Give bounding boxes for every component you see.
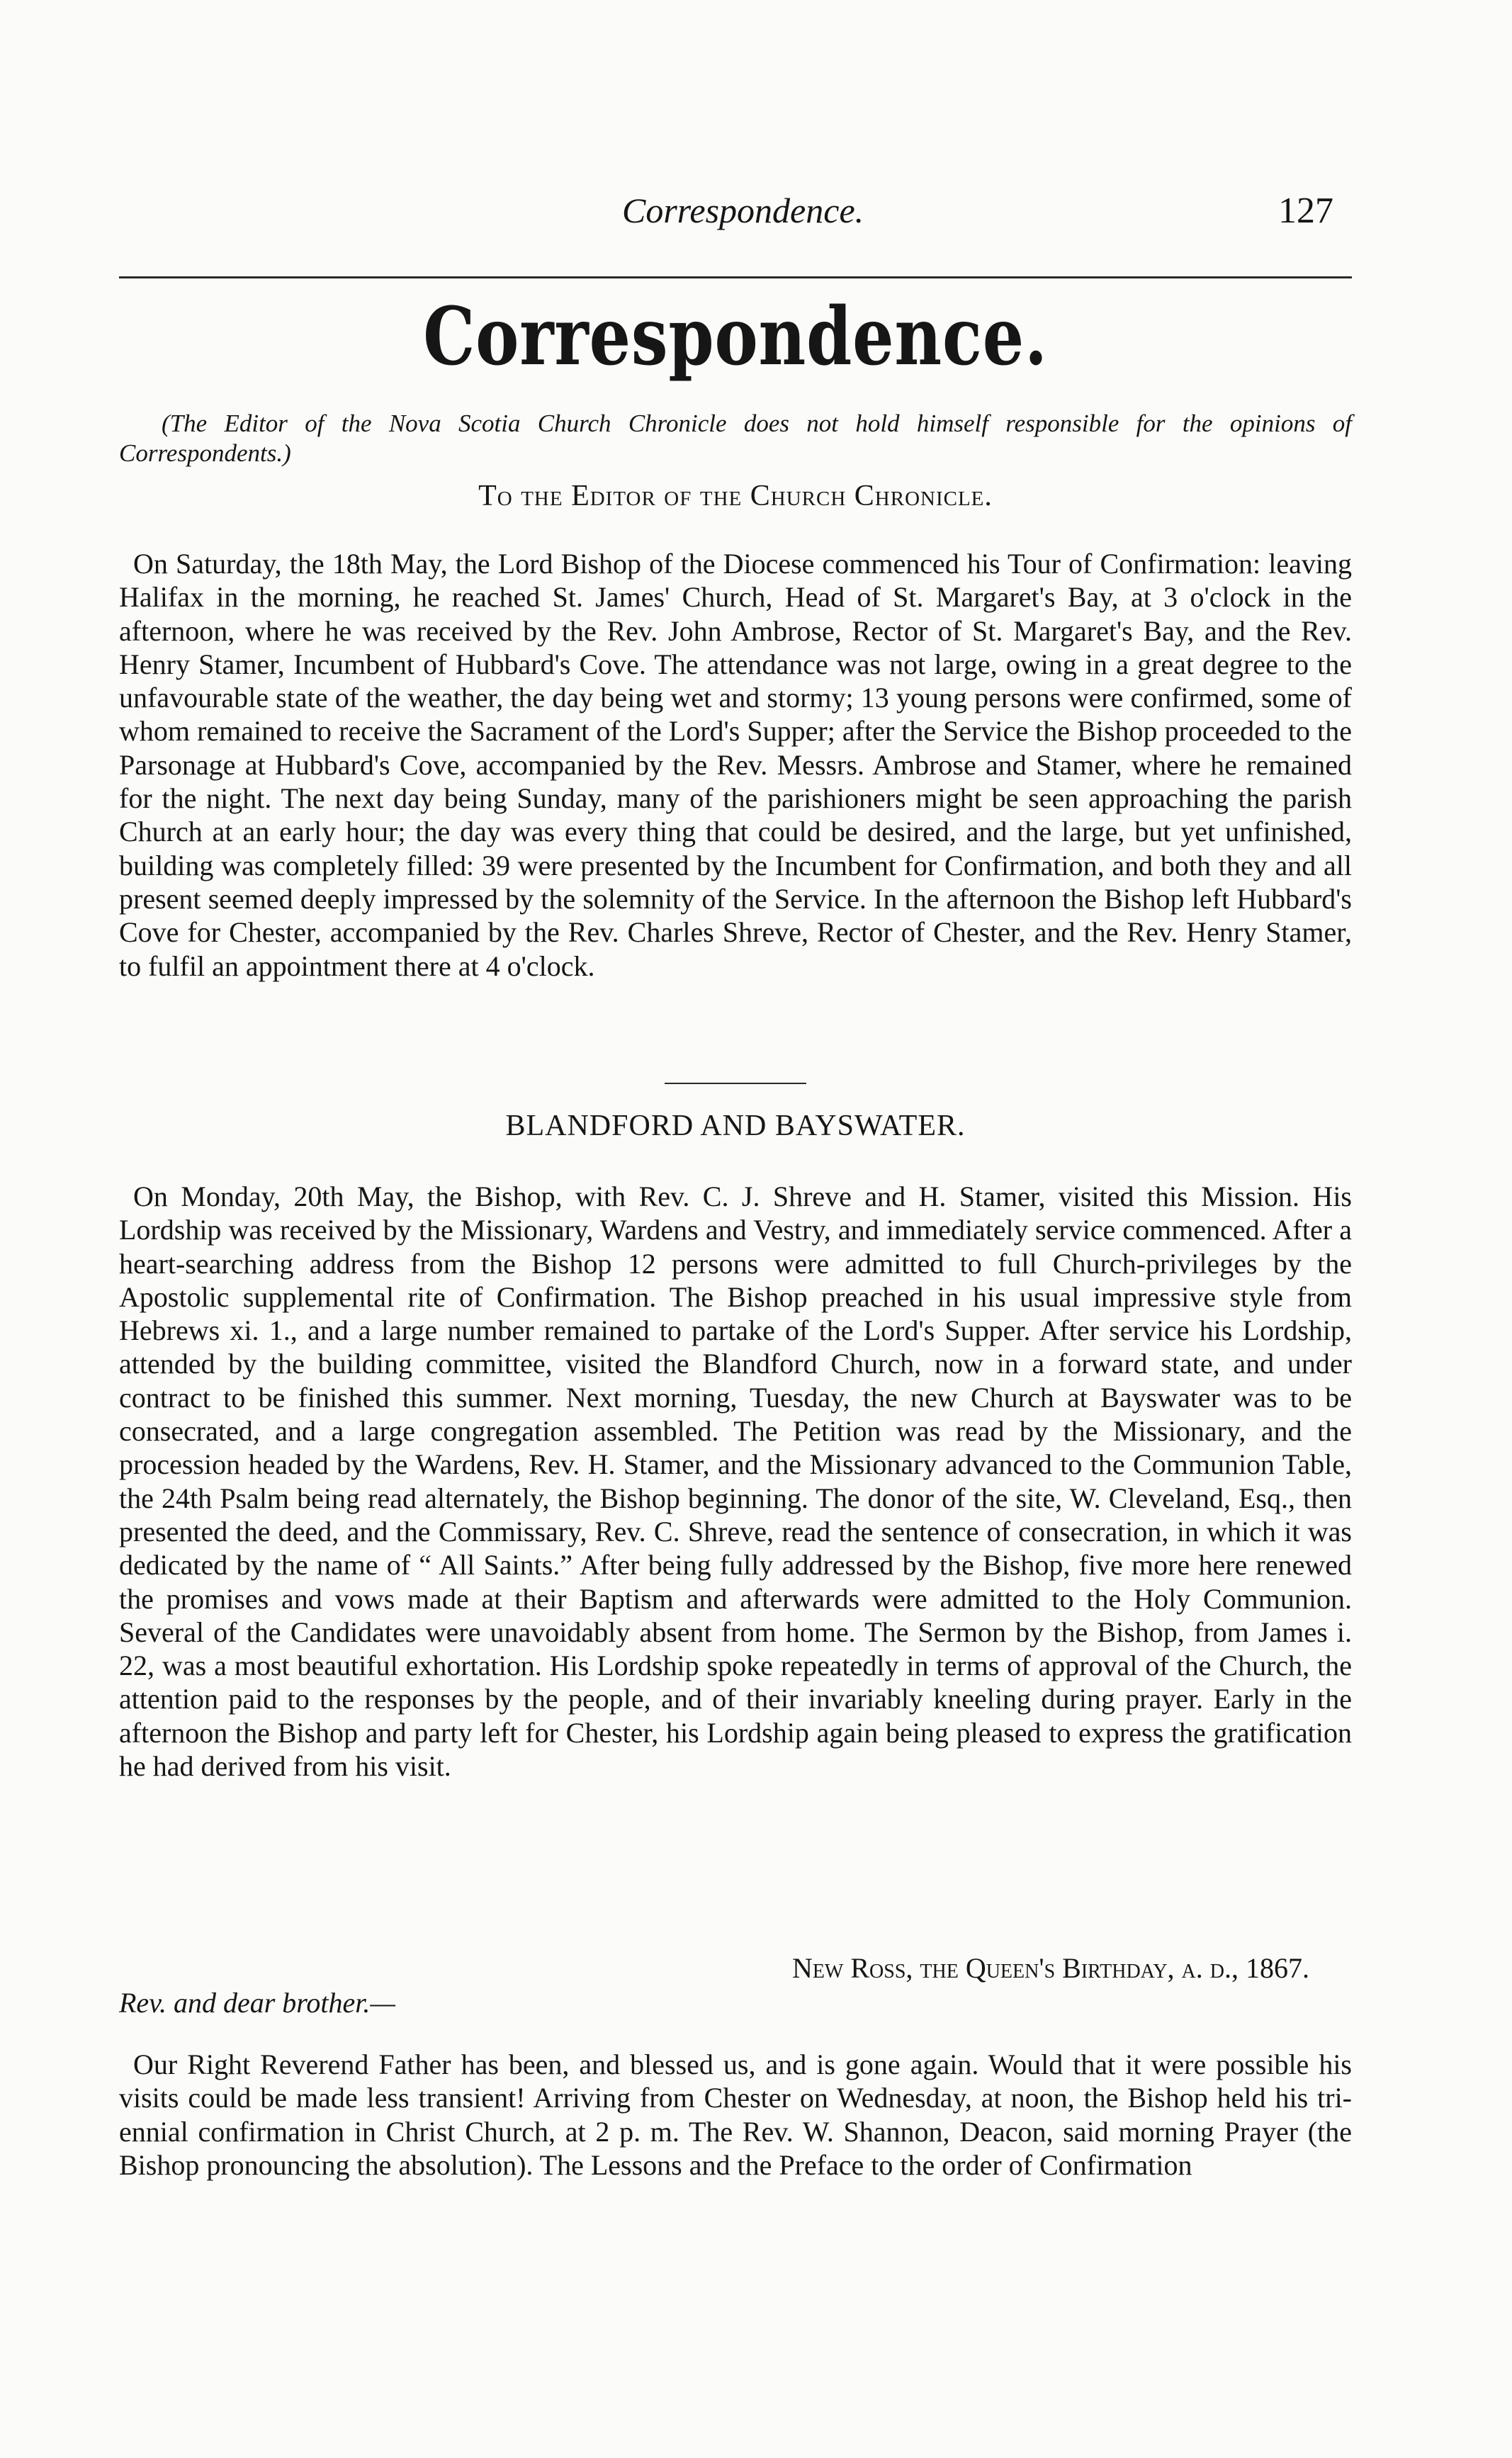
section-divider xyxy=(665,1083,806,1084)
letter-salutation: Rev. and dear brother.— xyxy=(119,1987,395,2019)
section-heading-blandford: BLANDFORD AND BAYSWATER. xyxy=(505,1110,966,1142)
running-title: Correspondence. xyxy=(622,191,864,230)
header-rule xyxy=(119,276,1352,278)
letter-dateline: New Ross, the Queen's Birthday, a. d., 1867. xyxy=(791,1952,1309,1984)
section-title: Correspondence. xyxy=(423,291,1048,383)
letter-body-new-ross: Our Right Reverend Father has been, and blessed us, and is gone again. Would that it were possible his visits could be made less transient! Arriving from Chester on Wednesday, at noon, the Bishop held his tri-ennial confirmation in Christ Church, at 2 p. m. The Rev. W. Shannon, Deacon, said morning Prayer (the Bishop pronouncing the absolution). The Lessons and the Preface to the order of Confirmation xyxy=(119,2048,1352,2181)
editor-disclaimer: (The Editor of the Nova Scotia Church Chronicle does not hold himself responsible for the opinions of Correspondents.) xyxy=(119,410,1352,467)
letter-body-confirmation-tour: On Saturday, the 18th May, the Lord Bishop of the Diocese commenced his Tour of Confirmation: leaving Halifax in the morning, he reached St. James' Church, Head of St. Margaret's Bay, at 3 o'clock in the afternoon, where he was received by the Rev. John Ambrose, Rector of St. Margaret's Bay, and the Rev. Henry Stamer, Incumbent of Hubbard's Cove. The attendance was not large, owing in a great degree to the unfavourable state of the weather, the day being wet and stormy; 13 young persons were confirmed, some of whom remained to receive the Sacrament of the Lord's Supper; after the Service the Bishop proceeded to the Parsonage at Hubbard's Cove, accompanied by the Rev. Messrs. Ambrose and Stamer, where he remained for the night. The next day being Sunday, many of the parishioners might be seen approaching the parish Church at an early hour; the day was every thing that could be desired, and the large, but yet unfinished, building was completely filled: 39 were presented by the Incumbent for Confirmation, and both they and all present seemed deeply impressed by the solemnity of the Service. In the afternoon the Bishop left Hubbard's Cove for Chester, accompanied by the Rev. Charles Shreve, Rector of Chester, and the Rev. Henry Stamer, to fulfil an appointment there at 4 o'clock. xyxy=(119,548,1352,982)
section-body-blandford: On Monday, 20th May, the Bishop, with Rev. C. J. Shreve and H. Stamer, visited this Mission. His Lordship was received by the Missionary, Wardens and Vestry, and immediately service commenced. After a heart-searching address from the Bishop 12 persons were admitted to full Church-privileges by the Apostolic supplemental rite of Confirmation. The Bishop preached in his usual impressive style from Hebrews xi. 1., and a large number remained to partake of the Lord's Supper. After service his Lordship, attended by the building committee, visited the Blandford Church, now in a forward state, and under contract to be finished this summer. Next morning, Tuesday, the new Church at Bayswater was to be consecrated, and a large congregation assembled. The Petition was read by the Missionary, and the procession headed by the Wardens, Rev. H. Stamer, and the Missionary advanced to the Communion Table, the 24th Psalm being read alternately, the Bishop beginning. The donor of the site, W. Cleveland, Esq., then presented the deed, and the Commissary, Rev. C. Shreve, read the sentence of consecration, in which it was dedicated by the name of “ All Saints.” After being fully addressed by the Bishop, five more here renewed the promises and vows made at their Baptism and afterwards were admitted to the Holy Communion. Several of the Candidates were unavoidably absent from home. The Sermon by the Bishop, from James i. 22, was a most beautiful exhortation. His Lordship spoke repeatedly in terms of approval of the Church, the attention paid to the responses by the people, and of their invariably kneeling during prayer. Early in the afternoon the Bishop and party left for Chester, his Lordship again being pleased to express the gratification he had derived from his visit. xyxy=(119,1180,1352,1783)
letter-addressee: To the Editor of the Church Chronicle. xyxy=(478,480,993,512)
running-head xyxy=(119,190,1352,239)
page-number: 127 xyxy=(1278,191,1333,231)
